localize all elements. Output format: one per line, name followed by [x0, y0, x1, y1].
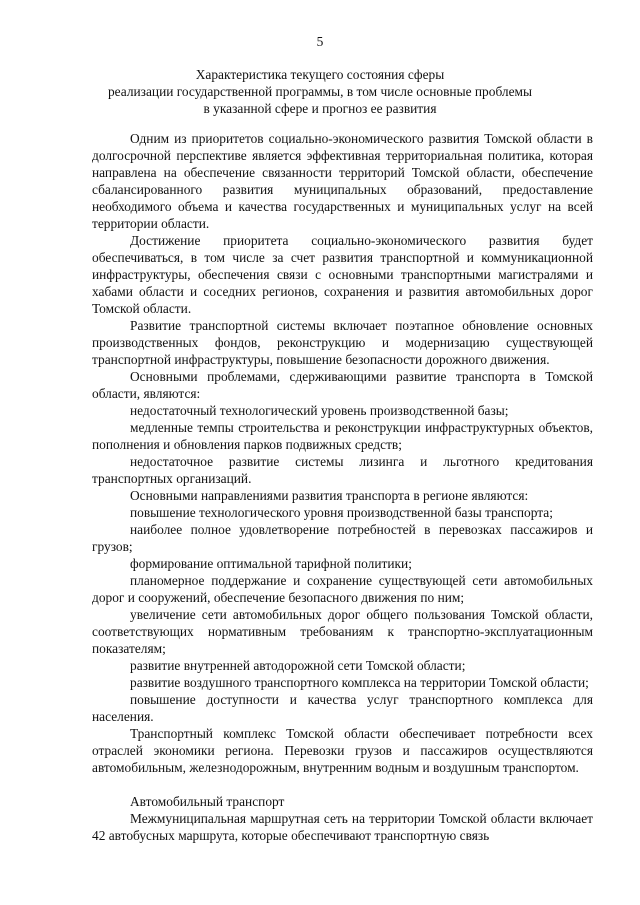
- paragraph: Основными проблемами, сдерживающими развитие транспорта в Томской области, являются:: [92, 369, 593, 401]
- subsection-heading: Автомобильный транспорт: [130, 794, 285, 809]
- paragraph: повышение доступности и качества услуг транспортного комплекса для населения.: [92, 692, 593, 724]
- paragraph: развитие внутренней автодорожной сети Томской области;: [130, 658, 466, 673]
- paragraph: развитие воздушного транспортного комплекса на территории Томской области;: [130, 675, 589, 690]
- paragraph: медленные темпы строительства и реконструкции инфраструктурных объектов, пополнения и обновления парков подвижных средств;: [92, 420, 593, 452]
- paragraph: формирование оптимальной тарифной политики;: [130, 556, 412, 571]
- paragraph: увеличение сети автомобильных дорог общего пользования Томской области, соответствующих нормативным требованиям к транспортно-эксплуатационным показателям;: [92, 607, 593, 656]
- paragraph: Межмуниципальная маршрутная сеть на территории Томской области включает 42 автобусных маршрута, которые обеспечивают транспортную связь: [92, 811, 593, 843]
- section-title: [0, 66, 640, 117]
- paragraph: Достижение приоритета социально-экономического развития будет обеспечиваться, в том числе за счет развития транспортной и коммуникационной инфраструктуры, обеспечения связи с основными транспортными магистралями и хабами области и соседних регионов, сохранения и развития автомобильных дорог Томской области.: [92, 233, 593, 316]
- paragraph: планомерное поддержание и сохранение существующей сети автомобильных дорог и сооружений, обеспечение безопасного движения по ним;: [92, 573, 593, 605]
- paragraph: Основными направлениями развития транспорта в регионе являются:: [130, 488, 529, 503]
- title-line: реализации государственной программы, в том числе основные проблемы: [107, 84, 533, 99]
- paragraph: повышение технологического уровня производственной базы транспорта;: [130, 505, 553, 520]
- title-line: в указанной сфере и прогноз ее развития: [203, 101, 437, 116]
- title-line: Характеристика текущего состояния сферы: [195, 67, 445, 82]
- page-number: 5: [316, 34, 324, 49]
- paragraph: Одним из приоритетов социально-экономического развития Томской области в долгосрочной перспективе является эффективная территориальная политика, которая направлена на обеспечение связанности территорий Томской области, обеспечение сбалансированного развития муниципальных образований, предоставление необходимого объема и качества государственных и муниципальных услуг на всей территории области.: [92, 131, 593, 231]
- paragraph: недостаточный технологический уровень производственной базы;: [130, 403, 509, 418]
- document-body: [92, 130, 593, 844]
- paragraph: Развитие транспортной системы включает поэтапное обновление основных производственных фондов, реконструкцию и модернизацию существующей транспортной инфраструктуры, повышение безопасности дорожного движения.: [92, 318, 593, 367]
- paragraph: наиболее полное удовлетворение потребностей в перевозках пассажиров и грузов;: [92, 522, 593, 554]
- paragraph: недостаточное развитие системы лизинга и льготного кредитования транспортных организаций.: [92, 454, 593, 486]
- paragraph: Транспортный комплекс Томской области обеспечивает потребности всех отраслей экономики региона. Перевозки грузов и пассажиров осуществляются автомобильным, железнодорожным, внутренним водным и воздушным транспортом.: [92, 726, 593, 775]
